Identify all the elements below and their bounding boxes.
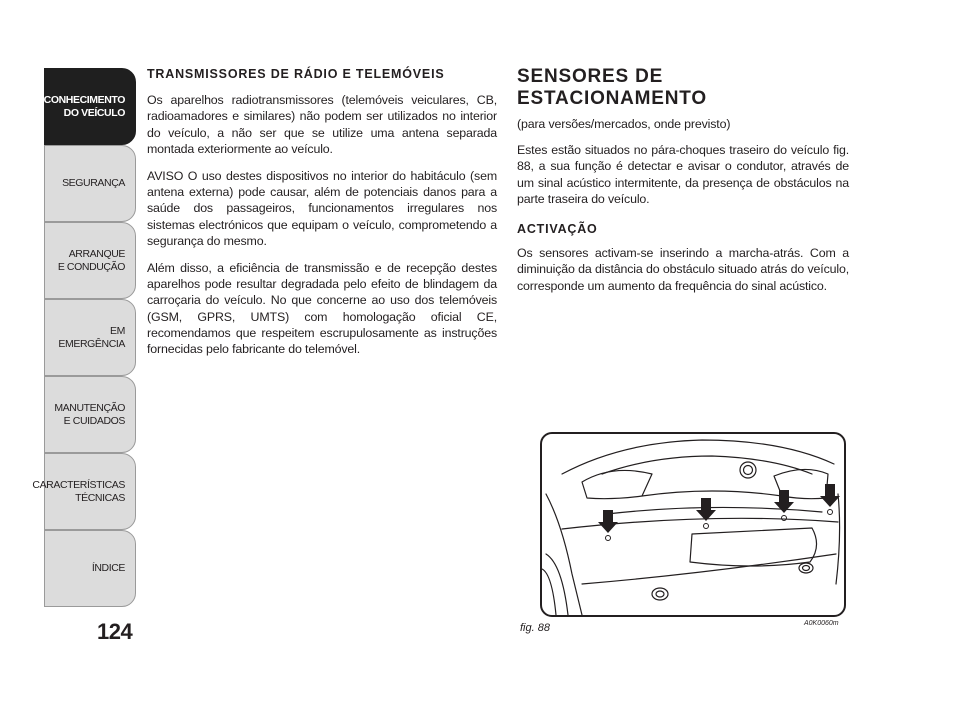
tab-label: CONHECIMENTO DO VEÍCULO [43,94,125,119]
sensor-dot [828,510,833,515]
tab-conhecimento-do-veiculo[interactable] [44,68,136,145]
tab-label: CARACTERÍSTICAS TÉCNICAS [32,479,125,504]
tab-seguranca[interactable] [44,145,136,222]
page-number: 124 [97,619,133,644]
paragraph: Os sensores activam-se inserindo a marcha-atrás. Com a diminuição da distância do obstáculo situado atrás do veículo, corresponde um aumento da frequência do sinal acústico. [517,246,849,293]
sensor-dot [606,536,611,541]
arrow-down-icon [696,498,716,521]
sensor-dot [782,516,787,521]
parking-sensor-figure [540,432,846,617]
chapter-sidebar [32,68,136,607]
paragraph: Os aparelhos radiotransmissores (telemóveis veiculares, CB, radioamadores e similares) não podem ser utilizados no interior do veículo, a não ser que se utilize uma antena separada montada exteriormente ao veículo. [147,93,497,156]
arrow-down-icon [820,484,840,507]
sensor-dot [704,524,709,529]
subtitle: (para versões/mercados, onde previsto) [517,117,731,131]
right-column [517,66,849,305]
warning-paragraph: AVISO O uso destes dispositivos no interior do habitáculo (sem antena externa) pode causar, além de potenciais danos para a saúde dos passageiros, funcionamentos irregulares nos sistemas electrónicos que equipam o veículo, comprometendo a segurança do mesmo. [147,169,497,248]
tab-label: ARRANQUE E CONDUÇÃO [57,248,125,273]
section-heading: TRANSMISSORES DE RÁDIO E TELEMÓVEIS [147,67,445,81]
tab-label: SEGURANÇA [62,177,125,190]
tab-label: EM EMERGÊNCIA [58,325,125,350]
tab-manutencao-e-cuidados[interactable] [44,376,136,453]
car-rear-illustration [542,434,844,615]
figure-caption: fig. 88 [520,622,550,634]
tab-label: ÍNDICE [91,562,125,575]
tab-label: MANUTENÇÃO E CUIDADOS [54,402,125,427]
tab-caracteristicas-tecnicas[interactable] [32,453,136,530]
tab-arranque-e-conducao[interactable] [44,222,136,299]
left-column [147,66,497,368]
section-title: SENSORES DE ESTACIONAMENTO [517,66,707,109]
activation-heading: ACTIVAÇÃO [517,222,598,237]
tab-indice[interactable] [44,530,136,607]
figure-code: A0K0060m [804,620,839,627]
tab-em-emergencia[interactable] [44,299,136,376]
paragraph: Estes estão situados no pára-choques traseiro do veículo fig. 88, a sua função é detectar e avisar o condutor, através de um sinal acústico intermitente, da presença de obstáculos na parte traseira do veículo. [517,143,849,206]
paragraph: Além disso, a eficiência de transmissão e de recepção destes aparelhos pode resultar degradada pelo efeito de blindagem da carroçaria do veículo. No que concerne ao uso dos telemóveis (GSM, GPRS, UMTS) com homologação oficial CE, recomendamos que respeitem escrupulosamente as instruções fornecidas pelo fabricante do telemóvel. [147,261,497,357]
